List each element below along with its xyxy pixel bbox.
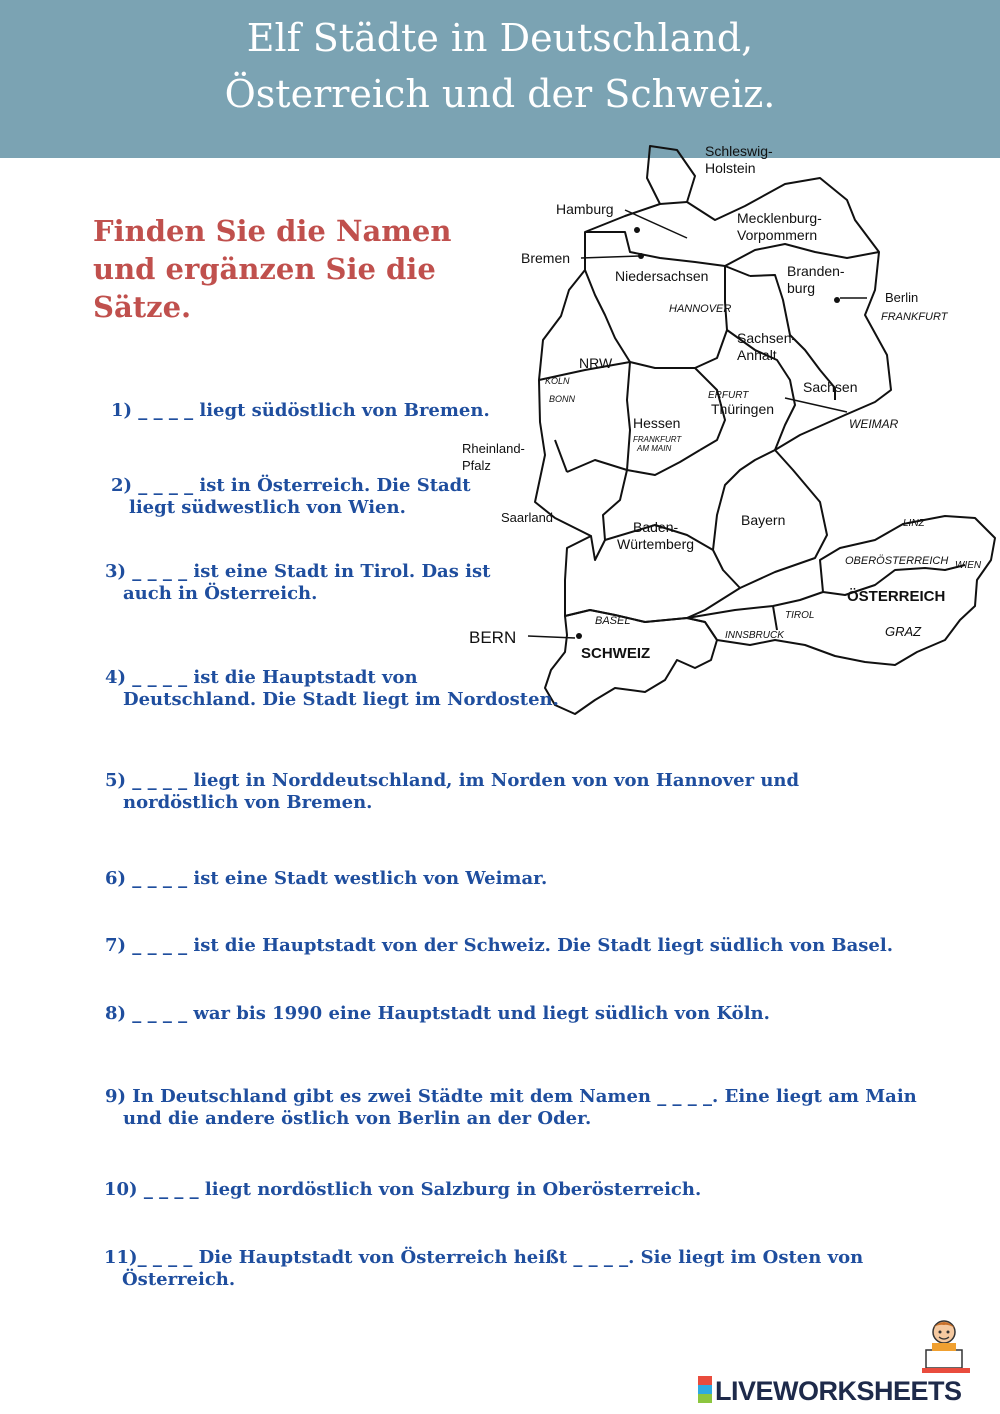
hand-innsbruck: INNSBRUCK [725, 630, 784, 641]
label-rheinland-1: Rheinland- [462, 441, 525, 456]
question-4 [105, 667, 559, 711]
question-8-line-1: 8) _ _ _ _ war bis 1990 eine Hauptstadt und liegt südlich von Köln. [105, 1003, 770, 1024]
label-hessen: Hessen [633, 415, 681, 431]
question-11-line-2: Österreich. [122, 1269, 236, 1290]
label-nrw: NRW [579, 355, 613, 371]
question-10-line-1: 10) _ _ _ _ liegt nordöstlich von Salzburg in Oberösterreich. [104, 1179, 702, 1200]
hand-erfurt: ERFURT [708, 390, 749, 401]
question-4-line-1: 4) _ _ _ _ ist die Hauptstadt von [105, 667, 418, 688]
label-oesterreich: ÖSTERREICH [847, 588, 946, 605]
question-9-line-2: und die andere östlich von Berlin an der Oder. [123, 1108, 592, 1129]
question-5 [105, 770, 799, 814]
label-bremen: Bremen [521, 250, 571, 266]
label-mecklenburg-1: Mecklenburg- [737, 210, 822, 226]
page-header [0, 0, 1000, 158]
hand-tirol: TIROL [785, 610, 815, 621]
label-baden-1: Baden- [633, 519, 679, 535]
question-5-line-2: nordöstlich von Bremen. [123, 792, 373, 813]
austria-outline [687, 516, 995, 665]
liveworksheets-logo-text: LIVEWORKSHEETS [715, 1376, 962, 1406]
question-2 [111, 475, 471, 519]
question-7 [105, 935, 893, 957]
question-2-line-1: 2) _ _ _ _ ist in Österreich. Die Stadt [111, 475, 471, 496]
hand-koeln: KÖLN [545, 376, 570, 386]
question-8 [105, 1003, 770, 1025]
page-title-line-1: Elf Städte in Deutschland, [246, 16, 754, 60]
label-brandenburg-1: Branden- [787, 263, 845, 279]
question-1-line-1: 1) _ _ _ _ liegt südöstlich von Bremen. [111, 400, 490, 421]
question-9 [105, 1086, 917, 1130]
question-6 [105, 868, 547, 890]
question-3 [105, 561, 490, 605]
instruction-line-1: Finden Sie die Namen [93, 214, 452, 248]
label-sachsen-anhalt-2: Anhalt [737, 347, 777, 363]
label-hamburg: Hamburg [556, 201, 614, 217]
question-10 [104, 1179, 701, 1201]
hand-graz: GRAZ [885, 624, 922, 639]
label-schleswig-2: Holstein [705, 160, 756, 176]
label-niedersachsen: Niedersachsen [615, 268, 709, 284]
question-4-line-2: Deutschland. Die Stadt liegt im Nordosten. [123, 689, 559, 710]
instruction-heading [93, 212, 513, 326]
switzerland-outline [545, 610, 717, 714]
question-11-line-1: 11)_ _ _ _ Die Hauptstadt von Österreich heißt _ _ _ _. Sie liegt im Osten von [104, 1247, 864, 1268]
label-brandenburg-2: burg [787, 280, 816, 296]
hand-basel: BASEL [595, 615, 631, 627]
question-9-line-1: 9) In Deutschland gibt es zwei Städte mit dem Namen _ _ _ _. Eine liegt am Main [105, 1086, 917, 1107]
question-7-line-1: 7) _ _ _ _ ist die Hauptstadt von der Schweiz. Die Stadt liegt südlich von Basel. [105, 935, 893, 956]
kid-mascot-icon [918, 1316, 970, 1374]
hand-linz: LINZ [903, 518, 925, 529]
question-3-line-1: 3) _ _ _ _ ist eine Stadt in Tirol. Das ist [105, 561, 491, 582]
label-sachsen: Sachsen [803, 379, 858, 395]
hand-bonn: BONN [549, 394, 576, 404]
liveworksheets-logo [698, 1376, 998, 1410]
instruction-line-3: Sätze. [93, 290, 192, 324]
hand-oberoesterreich: OBERÖSTERREICH [845, 555, 949, 567]
label-baden-2: Würtemberg [617, 536, 695, 552]
hand-frankfurt-oder: FRANKFURT [881, 311, 948, 323]
question-1 [111, 400, 490, 422]
hand-bern: BERN [469, 628, 517, 647]
instruction-line-2: und ergänzen Sie die [93, 252, 436, 286]
hand-frankfurt-main-1: FRANKFURT [633, 435, 682, 444]
label-schleswig-1: Schleswig- [705, 143, 773, 159]
label-mecklenburg-2: Vorpommern [737, 227, 818, 243]
map-germany-austria-switzerland [455, 140, 1000, 725]
label-bayern: Bayern [741, 512, 786, 528]
question-3-line-2: auch in Österreich. [123, 583, 318, 604]
label-schweiz: SCHWEIZ [581, 645, 651, 662]
label-saarland: Saarland [501, 510, 554, 525]
question-2-line-2: liegt südwestlich von Wien. [129, 497, 406, 518]
label-rheinland-2: Pfalz [462, 458, 491, 473]
question-11 [104, 1247, 863, 1291]
label-thueringen: Thüringen [711, 401, 775, 417]
label-sachsen-anhalt-1: Sachsen- [737, 330, 797, 346]
liveworksheets-logo-icon [698, 1376, 712, 1403]
hand-hannover: HANNOVER [669, 303, 732, 315]
question-6-line-1: 6) _ _ _ _ ist eine Stadt westlich von Weimar. [105, 868, 548, 889]
question-5-line-1: 5) _ _ _ _ liegt in Norddeutschland, im Norden von von Hannover und [105, 770, 800, 791]
hand-frankfurt-main-2: AM MAIN [637, 444, 672, 453]
hand-weimar: WEIMAR [849, 417, 899, 431]
hand-wien: WIEN [955, 560, 982, 571]
page-title-line-2: Österreich und der Schweiz. [224, 72, 776, 116]
label-berlin: Berlin [885, 290, 919, 305]
